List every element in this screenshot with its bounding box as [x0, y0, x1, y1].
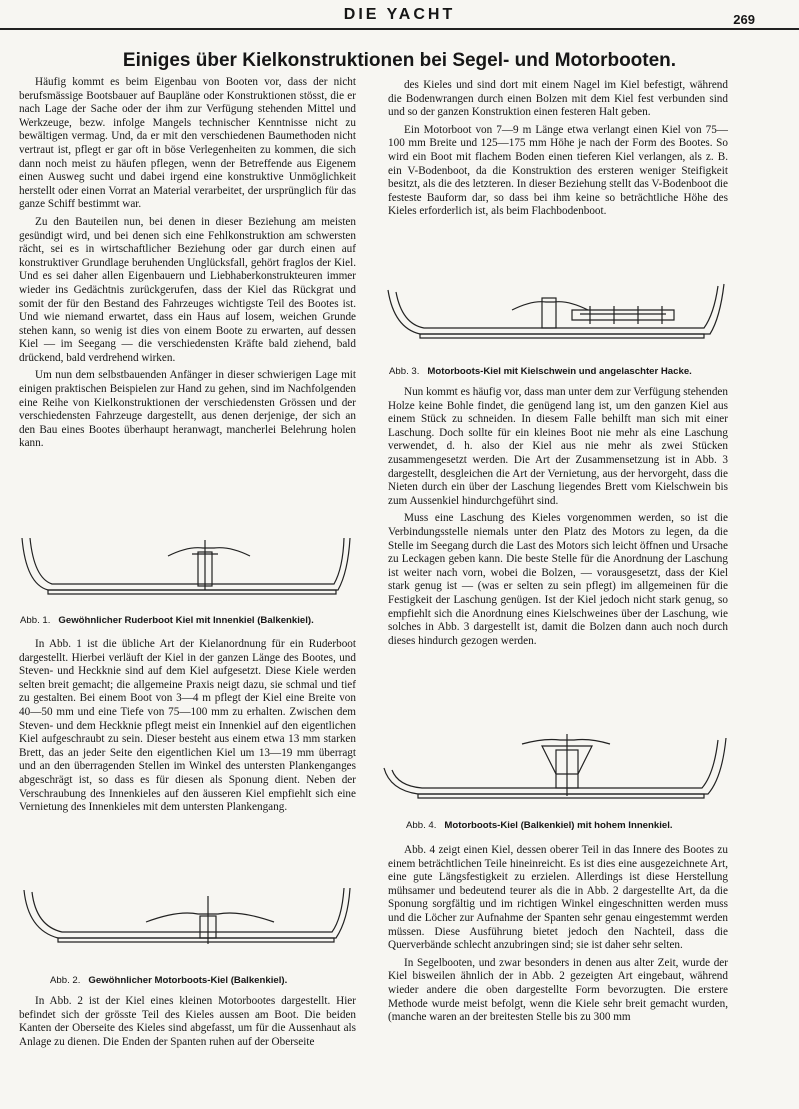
- column-left-block-1: [19, 76, 356, 455]
- paragraph: Häufig kommt es beim Eigenbau von Booten vor, dass der nicht berufsmässige Bootsbauer auf Baupläne oder Konstruktionen stösst, die er nach Lage der Sache oder der ihm zur Verfügung stehenden Mittel und Werkzeuge, bezw. infolge Mangels technischer Kenntnisse nicht zu bewältigen vermag. Und, da er mit den verschiedenen Baumethoden nicht vertraut ist, pflegt er gar oft in böse Verlegenheiten zu kommen, die sich dann noch meist zu häufen pflegen, wenn der Betreffende aus Eigenem einen Ausweg sucht und dabei irgend eine konstruktive Unmöglichkeit herstellt oder einen Vorrat an Material verarbeitet, der ursprünglich für das ganze Schiff bestimmt war.: [19, 76, 356, 211]
- column-left-block-3: [19, 995, 356, 1053]
- caption-abb2: [50, 975, 287, 986]
- paragraph: In Abb. 1 ist die übliche Art der Kielanordnung für ein Ruderboot dargestellt. Hierbei verläuft der Kiel in der ganzen Länge des Bootes, und Steven- und Heckknie sind auf dem Kiel aufgesetzt. Diese Kiele werden selten breit gemacht; die allgemeine Praxis neigt dazu, sie schmal und tief zu gestalten. Bei einem Boot von 3—4 m pflegt der Kiel eine Breite von 40—50 mm und eine Tiefe von 75—100 mm zu erhalten. Zwischen dem Steven- und dem Heckknie pflegt meist ein Innenkiel auf den eigentlichen Kiel aufgeschraubt zu sein. Dieser besteht aus einem etwa 13 mm starken Brett, das an jeder Seite den eigentlichen Kiel um 13—19 mm überragt und an den überragenden Stellen im Winkel des untersten Plankenganges abgeschrägt ist, so dass es für diesen als Sponung dient. Neben der Verschraubung des Innenkieles auf den äusseren Kiel empfiehlt sich eine Vernietung des Innenkieles mit dem untersten Plankengang.: [19, 638, 356, 814]
- figure-abb2: [18, 880, 358, 960]
- keel-drawing-abb4: [382, 730, 734, 808]
- figure-abb3: [384, 280, 734, 352]
- keel-drawing-abb3: [384, 280, 734, 352]
- paragraph: In Abb. 2 ist der Kiel eines kleinen Motorbootes dargestellt. Hier befindet sich der grösste Teil des Kieles aussen am Boot. Die beiden Kanten der Oberseite des Kieles sind abgefasst, um für die Aussenhaut als Anlage zu dienen. Die Enden der Spanten ruhen auf der Oberseite: [19, 995, 356, 1048]
- figure-caption: Motorboots-Kiel (Balkenkiel) mit hohem Innenkiel.: [444, 820, 673, 831]
- caption-abb1: [20, 615, 314, 626]
- paragraph: Ein Motorboot von 7—9 m Länge etwa verlangt einen Kiel von 75—100 mm Breite und 125—175 mm Höhe je nach der Form des Bootes. So wird ein Boot mit flachem Boden einen tieferen Kiel verlangen, als z. B. ein V-Bodenboot, da die Konstruktion des ersteren weniger Steifigkeit besitzt, als die des letzteren. In dieser Beziehung stellt das V-Bodenboot die festeste Bauform dar, so dass bei ihm keine so beträchtliche Höhe des Kieles erforderlich ist, als beim Flachbodenboot.: [388, 123, 728, 218]
- keel-drawing-abb1: [18, 532, 358, 602]
- column-right-block-2: [388, 386, 728, 652]
- column-left-block-2: [19, 638, 356, 819]
- figure-caption: Motorboots-Kiel mit Kielschwein und angelaschter Hacke.: [427, 366, 692, 377]
- paragraph: Nun kommt es häufig vor, dass man unter dem zur Verfügung stehenden Holze keine Bohle findet, die genügend lang ist, um den ganzen Kiel aus einem Stück zu schneiden. In diesem Falle behilft man sich mit einer Laschung. Doch sollte für ein kleines Boot nie mehr als eine Laschung verwendet, d. h. also der Kiel aus nie mehr als zwei Stücken zusammengesetzt werden. Die Art der Zusammensetzung ist in Abb. 3 dargestellt, desgleichen die Art der Vernietung, aus der hervorgeht, dass die Nieten durch ein über der Laschung liegendes Brett vom Kielschwein bis zum Aussenkiel hindurchgeführt sind.: [388, 386, 728, 507]
- figure-number: Abb. 4.: [406, 820, 437, 831]
- figure-number: Abb. 1.: [20, 615, 51, 626]
- paragraph: des Kieles und sind dort mit einem Nagel im Kiel befestigt, während die Bodenwrangen durch einen Bolzen mit dem Kiel fest verbunden sind und so der ganzen Konstruktion einen festeren Halt geben.: [388, 79, 728, 119]
- figure-caption: Gewöhnlicher Ruderboot Kiel mit Innenkiel (Balkenkiel).: [58, 615, 314, 626]
- paragraph: Abb. 4 zeigt einen Kiel, dessen oberer Teil in das Innere des Bootes zu einem beträchtlichen Teile hineinreicht. Es ist dies eine ausgezeichnete Art, eine gute Längsfestigkeit zu erzielen. Allerdings ist diese Herstellung mühsamer und bedeutend teurer als die in Abb. 2 dargestellte Art, da die Sponung sorgfältig und im richtigen Winkel eingeschnitten werden muss und die Löcher zur Aufnahme der Spanten sehr genau eingestemmt werden müssen. Diese Ausführung bietet jedoch den Nachteil, dass die Querverbände schlecht anzubringen sind; sie ist daher sehr selten.: [388, 844, 728, 952]
- journal-title: DIE YACHT: [343, 6, 456, 23]
- figure-caption: Gewöhnlicher Motorboots-Kiel (Balkenkiel).: [88, 975, 288, 986]
- figure-abb4: [382, 730, 734, 808]
- figure-abb1: [18, 532, 358, 602]
- paragraph: Zu den Bauteilen nun, bei denen in dieser Beziehung am meisten gesündigt wird, und bei denen sich eine Fehlkonstruktion am schwersten rächt, sei es in wirtschaftlicher Beziehung oder gar durch einen auf konstruktiver Grundlage beruhenden Unglücksfall, gehört fraglos der Kiel. Und es sei daher allen Eigenbauern und Liebhaberkonstrukteuren immer wieder ins Gedächtnis zurückgerufen, dass der Kiel das Rückgrat und somit der für den Bestand des Fahrzeuges wichtigste Teil des Bootes ist. Und wie niemand erwartet, dass ein Haus auf losem, weichen Grunde stehen kann, so wenig ist dies von einem Boote zu erwarten, auf dessen Kiel — im Seegang — die verschiedensten Kräfte bald ziehend, bald drückend, bald verdrehend wirken.: [19, 215, 356, 364]
- page-header: [0, 0, 799, 30]
- keel-drawing-abb2: [18, 880, 358, 960]
- caption-abb3: [389, 366, 692, 377]
- paragraph: Muss eine Laschung des Kieles vorgenommen werden, so ist die Verbindungsstelle niemals unter den Platz des Motors zu legen, da die Stelle im Seegang durch die Last des Motors sich leicht öffnen und Ursache zu Leckagen geben kann. Die beste Stelle für die Anordnung der Laschung ist weiter nach vorn, wobei die Bolzen, — vorausgesetzt, dass der Kiel stark genug ist — (was er selten zu sein pflegt) im allgemeinen für die Festigkeit der Laschung genügen. Ist der Kiel jedoch nicht stark genug, so empfiehlt sich die Anordnung eines Kielschweines über der Laschung, wie solches in Abb. 3 dargestellt ist, damit die Bolzen dann auch noch durch dieses hindurch gezogen werden.: [388, 512, 728, 647]
- caption-abb4: [406, 820, 673, 831]
- column-right-block-1: [388, 79, 728, 223]
- figure-number: Abb. 3.: [389, 366, 420, 377]
- page-number: 269: [733, 12, 755, 27]
- figure-number: Abb. 2.: [50, 975, 81, 986]
- column-right-block-3: [388, 844, 728, 1029]
- paragraph: In Segelbooten, und zwar besonders in denen aus alter Zeit, wurde der Kiel bisweilen ähnlich der in Abb. 2 gezeigten Art eingebaut, während wieder andere die oben dargestellte Form bevorzugten. Die erstere Methode wurde meist befolgt, wenn die Kiele sehr breit gemacht wurden, (manche waren an der breitesten Stelle bis zu 300 mm: [388, 956, 728, 1024]
- paragraph: Um nun dem selbstbauenden Anfänger in dieser schwierigen Lage mit einigen praktischen Beispielen zur Hand zu gehen, sind im Nachfolgenden eine Reihe von Kielkonstruktionen der verschiedensten Grössen und der verschiedensten Fahrzeuge dargestellt, aus denen derjenige, der sich an den Bau eines Bootes überhaupt heranwagt, mancherlei Belehrung holen kann.: [19, 369, 356, 450]
- article-title: Einiges über Kielkonstruktionen bei Segel- und Motorbooten.: [122, 50, 677, 71]
